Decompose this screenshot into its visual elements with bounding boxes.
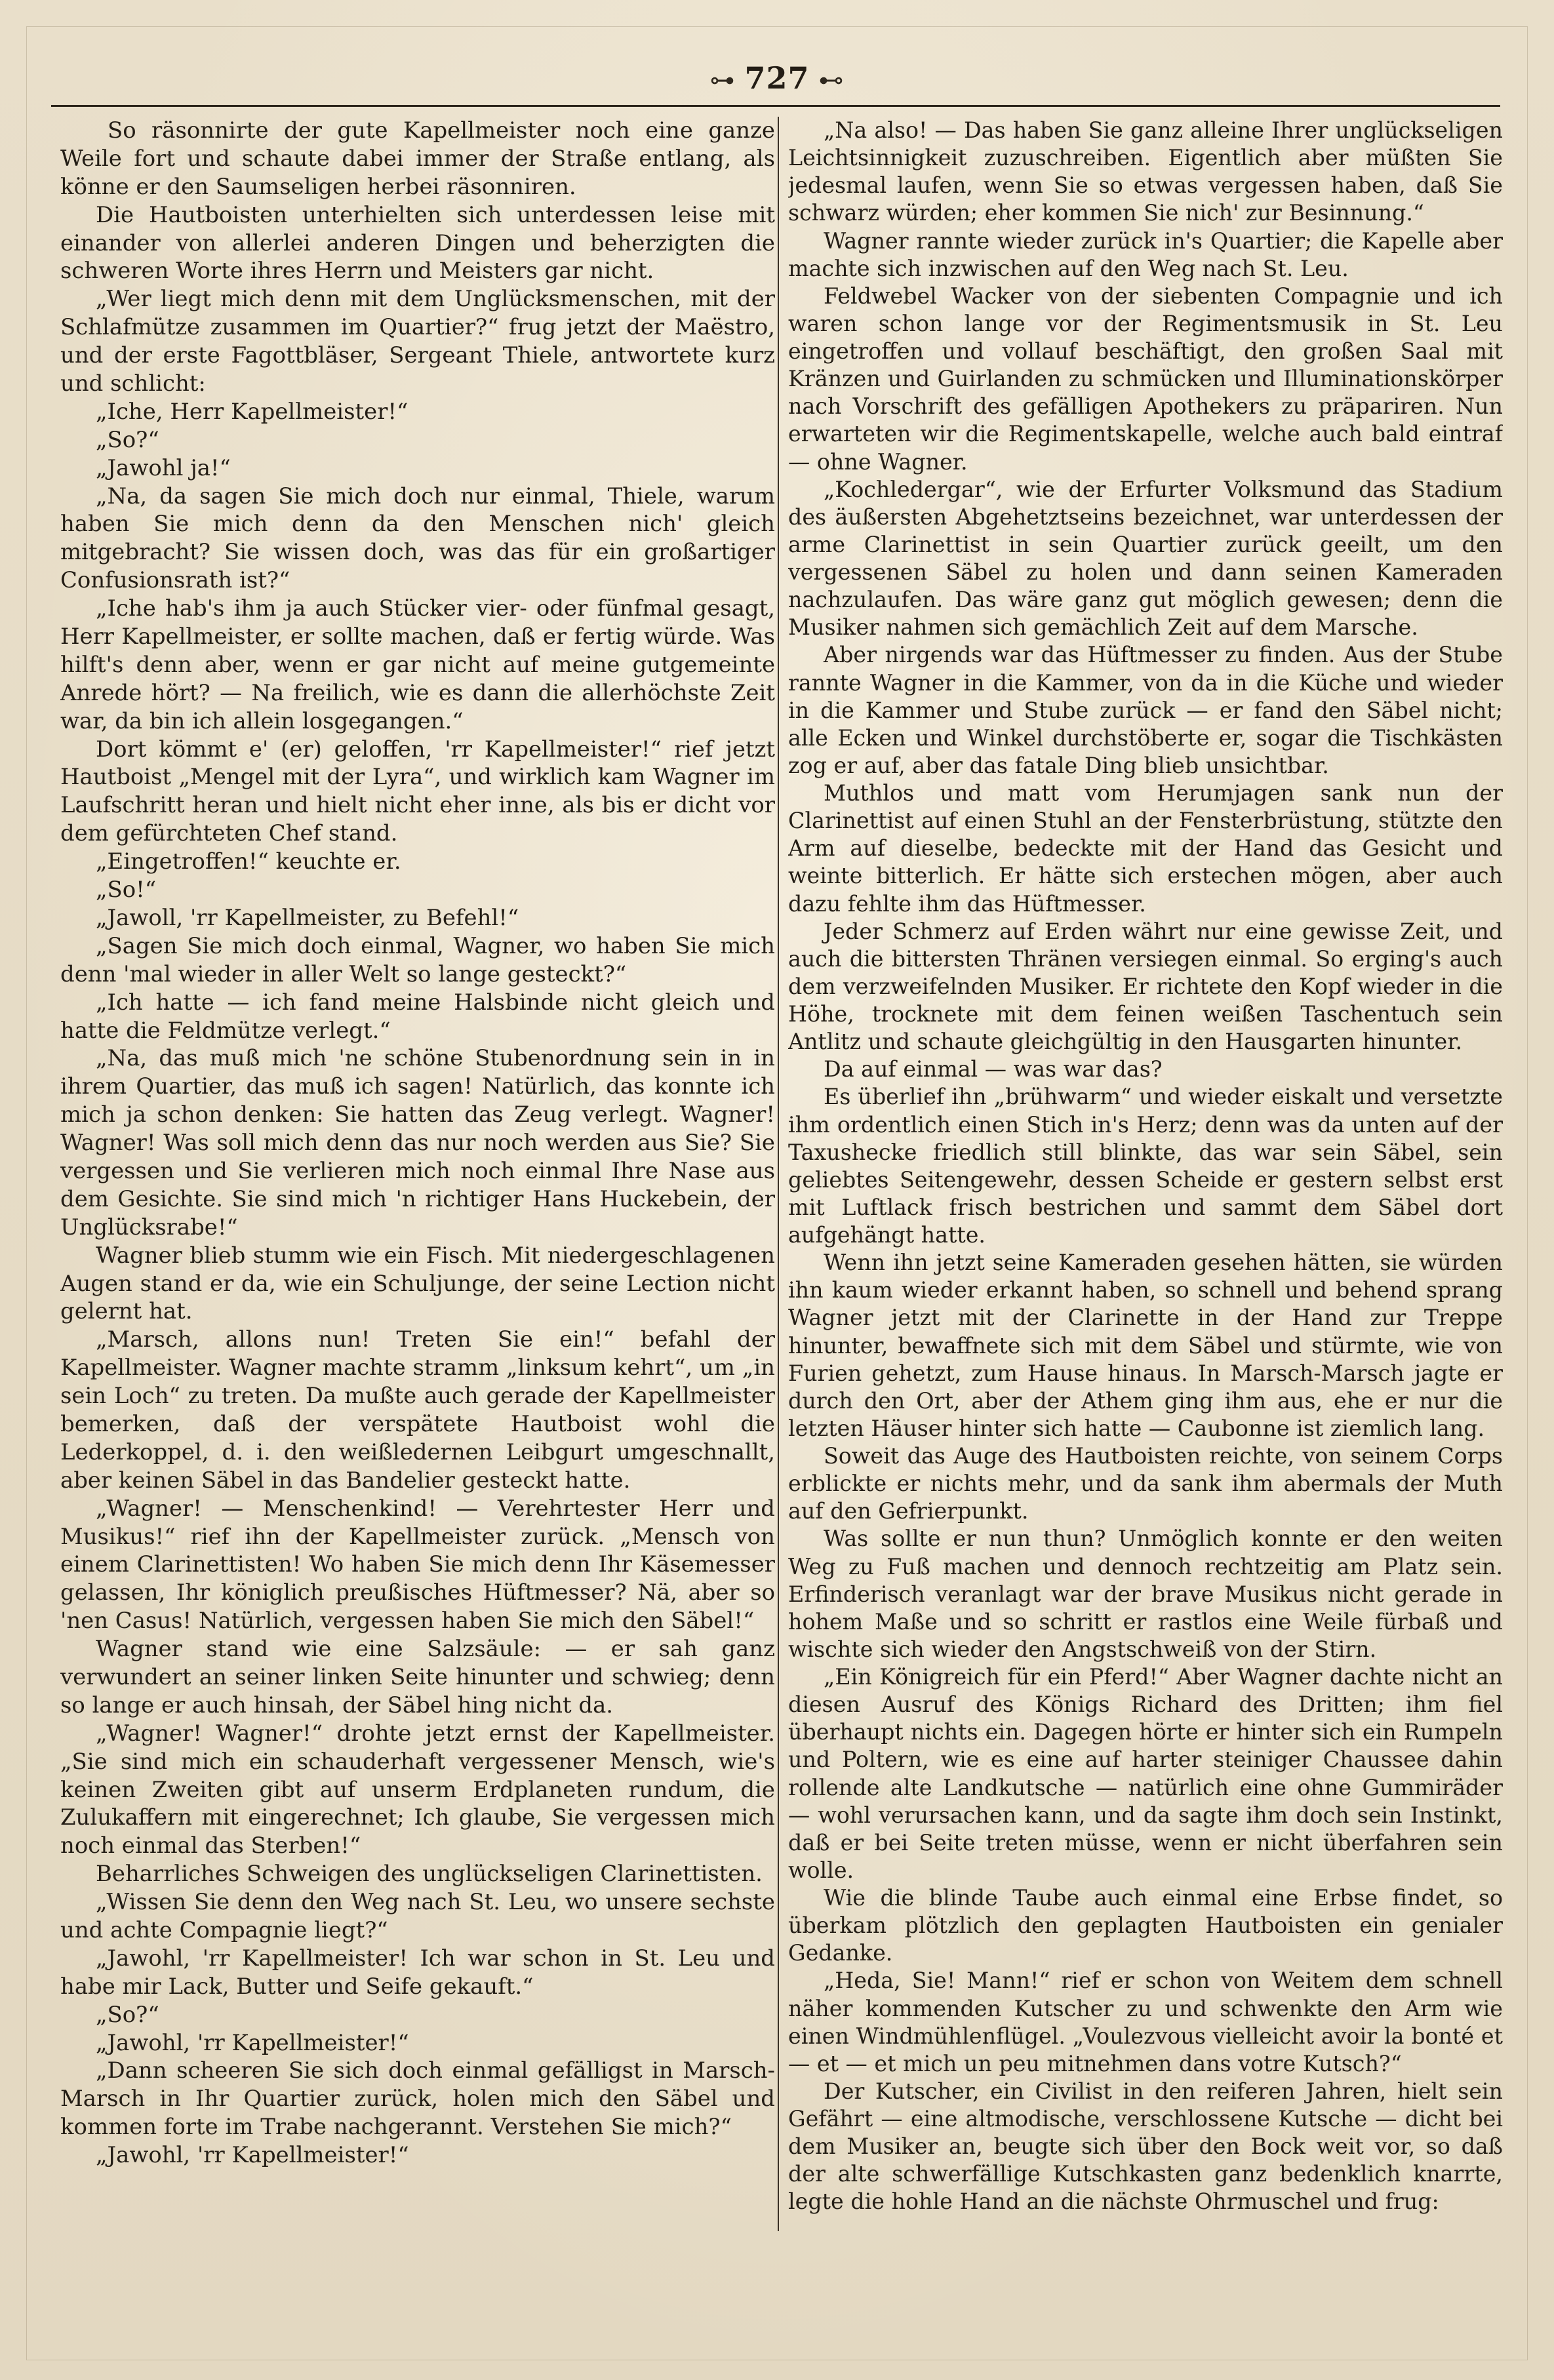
paragraph: „Marsch, allons nun! Treten Sie ein!“ befahl der Kapellmeister. Wagner machte stramm „linksum kehrt“, um „in sein Loch“ zu treten. Da mußte auch gerade der Kapellmeister bemerken, daß der verspätete Hautboist wohl die Lederkoppel, d. i. den weißledernen Leibgurt umgeschnallt, aber keinen Säbel in das Bandelier gesteckt hatte. (60, 1326, 775, 1493)
paragraph: „Jawoll, 'rr Kapellmeister, zu Befehl!“ (96, 904, 519, 930)
paragraph: „Ein Königreich für ein Pferd!“ Aber Wagner dachte nicht an diesen Ausruf des Königs Richard des Dritten; ihm fiel überhaupt nichts ein. Dagegen hörte er hinter sich ein Rumpeln und Poltern, wie es eine auf harter steiniger Chaussee dahin rollende alte Landkutsche — natürlich eine ohne Gummiräder — wohl verursachen kann, und da sagte ihm doch sein Instinkt, daß er bei Seite treten müsse, wenn er nicht überfahren sein wolle. (788, 1664, 1503, 1883)
column-divider (778, 117, 779, 2231)
paragraph: „Kochledergar“, wie der Erfurter Volksmund das Stadium des äußersten Abgehetztseins bezeichnet, war unterdessen der arme Clarinettist in sein Quartier zurück geeilt, um den vergessenen Säbel zu holen und dann seinen Kameraden nachzulaufen. Das wäre ganz gut möglich gewesen; denn die Musiker nahmen sich gemächlich Zeit auf dem Marsche. (788, 476, 1503, 641)
paragraph: Feldwebel Wacker von der siebenten Compagnie und ich waren schon lange vor der Regimentsmusik in St. Leu eingetroffen und vollauf beschäftigt, den großen Saal mit Kränzen und Guirlanden zu schmücken und Illuminationskörper nach Vorschrift des gefälligen Apothekers zu präpariren. Nun erwarteten wir die Regimentskapelle, welche auch bald eintraf — ohne Wagner. (788, 283, 1503, 475)
paragraph: Da auf einmal — was war das? (824, 1056, 1163, 1082)
paragraph: „Na, da sagen Sie mich doch nur einmal, Thiele, warum haben Sie mich denn da den Menschen nich' gleich mitgebracht? Sie wissen doch, was das für ein großartiger Confusionsrath ist?“ (60, 483, 775, 593)
page-number: 727 (744, 60, 810, 96)
paragraph: Was sollte er nun thun? Unmöglich konnte er den weiten Weg zu Fuß machen und dennoch rechtzeitig am Platz sein. Erfinderisch veranlagt war der brave Musikus nicht gerade in hohem Maße und so schritt er rastlos eine Weile fürbaß und wischte sich wieder den Angstschweiß von der Stirn. (788, 1526, 1503, 1662)
paragraph: „Ich hatte — ich fand meine Halsbinde nicht gleich und hatte die Feldmütze verlegt.“ (60, 989, 775, 1043)
paragraph: Jeder Schmerz auf Erden währt nur eine gewisse Zeit, und auch die bittersten Thränen versiegen einmal. So erging's auch dem verzweifelnden Musiker. Er richtete den Kopf wieder in die Höhe, trocknete mit dem feinen weißen Taschentuch sein Antlitz und schaute gleichgültig in den Hausgarten hinunter. (788, 918, 1503, 1055)
paragraph: „Na also! — Das haben Sie ganz alleine Ihrer unglückseligen Leichtsinnigkeit zuzuschreiben. Eigentlich aber müßten Sie jedesmal laufen, wenn Sie so etwas vergessen haben, daß Sie schwarz würden; eher kommen Sie nich' zur Besinnung.“ (788, 117, 1503, 226)
paragraph: Wie die blinde Taube auch einmal eine Erbse findet, so überkam plötzlich den geplagten Hautboisten ein genialer Gedanke. (788, 1885, 1503, 1966)
paragraph: „So!“ (96, 877, 157, 903)
paragraph: „Sagen Sie mich doch einmal, Wagner, wo haben Sie mich denn 'mal wieder in aller Welt so lange gesteckt?“ (60, 932, 775, 987)
paragraph: Soweit das Auge des Hautboisten reichte, von seinem Corps erblickte er nichts mehr, und da sank ihm abermals der Muth auf den Gefrierpunkt. (788, 1443, 1503, 1524)
paragraph: „Iche, Herr Kapellmeister!“ (96, 398, 408, 424)
paragraph: „Jawohl ja!“ (96, 454, 231, 481)
paragraph: „Jawohl, 'rr Kapellmeister!“ (96, 2029, 409, 2055)
paragraph: Aber nirgends war das Hüftmesser zu finden. Aus der Stube rannte Wagner in die Kammer, von da in die Küche und wieder in die Kammer und Stube zurück — er fand den Säbel nicht; alle Ecken und Winkel durchstöberte er, sogar die Tischkästen zog er auf, aber das fatale Ding blieb unsichtbar. (788, 642, 1503, 778)
paragraph: So räsonnirte der gute Kapellmeister noch eine ganze Weile fort und schaute dabei immer der Straße entlang, als könne er den Saumseligen herbei räsonniren. (60, 117, 775, 199)
paragraph: Dort kömmt e' (er) geloffen, 'rr Kapellmeister!“ rief jetzt Hautboist „Mengel mit der Lyra“, und wirklich kam Wagner im Laufschritt heran und hielt nicht eher inne, als bis er dicht vor dem gefürchteten Chef stand. (60, 736, 775, 846)
paragraph: Es überlief ihn „brühwarm“ und wieder eiskalt und versetzte ihm ordentlich einen Stich in's Herz; denn was da unten auf der Taxushecke friedlich still blinkte, das war sein Säbel, sein geliebtes Seitengewehr, dessen Scheide er gestern selbst erst mit Luftlack frisch bestrichen und sammt dem Säbel dort aufgehängt hatte. (788, 1084, 1503, 1248)
paragraph: „Eingetroffen!“ keuchte er. (96, 848, 401, 875)
paragraph: Die Hautboisten unterhielten sich unterdessen leise mit einander von allerlei anderen Dingen und beherzigten die schweren Worte ihres Herrn und Meisters gar nicht. (60, 201, 775, 284)
paragraph: „Dann scheeren Sie sich doch einmal gefälligst in Marsch-Marsch in Ihr Quartier zurück, holen mich den Säbel und kommen forte im Trabe nachgerannt. Verstehen Sie mich?“ (60, 2057, 775, 2140)
paragraph: Der Kutscher, ein Civilist in den reiferen Jahren, hielt sein Gefährt — eine altmodische, verschlossene Kutsche — dicht bei dem Musiker an, beugte sich über den Bock weit vor, so daß der alte schwerfällige Kutschkasten ganz bedenklich knarrte, legte die hohle Hand an die nächste Ohrmuschel und frug: (788, 2078, 1503, 2215)
paragraph: „Jawohl, 'rr Kapellmeister! Ich war schon in St. Leu und habe mir Lack, Butter und Seife gekauft.“ (60, 1945, 775, 1999)
paragraph: Beharrliches Schweigen des unglückseligen Clarinettisten. (96, 1861, 763, 1887)
left-column (60, 117, 775, 2241)
header-rule (51, 105, 1500, 107)
paragraph: Wenn ihn jetzt seine Kameraden gesehen hätten, sie würden ihn kaum wieder erkannt haben, so schnell und behend sprang Wagner jetzt mit der Clarinette in der Hand zur Treppe hinunter, bewaffnete sich mit dem Säbel und stürmte, wie von Furien gehetzt, zum Hause hinaus. In Marsch-Marsch jagte er durch den Ort, aber der Athem ging ihm aus, ehe er nur die letzten Häuser hinter sich hatte — Caubonne ist ziemlich lang. (788, 1250, 1503, 1441)
paragraph: „Wissen Sie denn den Weg nach St. Leu, wo unsere sechste und achte Compagnie liegt?“ (60, 1889, 775, 1943)
paragraph: „Wagner! — Menschenkind! — Verehrtester Herr und Musikus!“ rief ihn der Kapellmeister zurück. „Mensch von einem Clarinettisten! Wo haben Sie mich denn Ihr Käsemesser gelassen, Ihr königlich preußisches Hüftmesser? Nä, aber so 'nen Casus! Natürlich, vergessen haben Sie mich den Säbel!“ (60, 1495, 775, 1634)
paragraph: Wagner stand wie eine Salzsäule: — er sah ganz verwundert an seiner linken Seite hinunter und schwieg; denn so lange er auch hinsah, der Säbel hing nicht da. (60, 1636, 775, 1718)
paragraph: „Wer liegt mich denn mit dem Unglücksmenschen, mit der Schlafmütze zusammen im Quartier?“ frug jetzt der Maëstro, und der erste Fagottbläser, Sergeant Thiele, antwortete kurz und schlicht: (60, 286, 775, 397)
paragraph: Muthlos und matt vom Herumjagen sank nun der Clarinettist auf einen Stuhl an der Fensterbrüstung, stützte den Arm auf dieselbe, bedeckte mit der Hand das Gesicht und weinte bitterlich. Er hätte sich erstechen mögen, aber auch dazu fehlte ihm das Hüftmesser. (788, 780, 1503, 917)
right-ornament: ⊷ (818, 66, 845, 94)
paragraph: „Iche hab's ihm ja auch Stücker vier- oder fünfmal gesagt, Herr Kapellmeister, er sollte machen, daß er fertig würde. Was hilft's denn aber, wenn er gar nicht auf meine gutgemeinte Anrede hört? — Na freilich, wie es dann die allerhöchste Zeit war, da bin ich allein losgegangen.“ (60, 595, 775, 734)
paragraph: „Wagner! Wagner!“ drohte jetzt ernst der Kapellmeister. „Sie sind mich ein schauderhaft vergessener Mensch, wie's keinen Zweiten gibt auf unserm Erdplaneten rundum, die Zulukaffern mit eingerechnet; Ich glaube, Sie vergessen mich noch einmal das Sterben!“ (60, 1720, 775, 1859)
paragraph: „So?“ (96, 2001, 159, 2027)
paragraph: „Heda, Sie! Mann!“ rief er schon von Weitem dem schnell näher kommenden Kutscher zu und schwenkte den Arm wie einen Windmühlenflügel. „Voulezvous vielleicht avoir la bonté et — et — et mich un peu mitnehmen dans votre Kutsch?“ (788, 1968, 1503, 2076)
page-number-header (0, 60, 1554, 96)
paragraph: „So?“ (96, 426, 159, 452)
left-ornament: ⊶ (709, 66, 736, 94)
paragraph: Wagner rannte wieder zurück in's Quartier; die Kapelle aber machte sich inzwischen auf den Weg nach St. Leu. (788, 228, 1503, 281)
paragraph: „Na, das muß mich 'ne schöne Stubenordnung sein in in ihrem Quartier, das muß ich sagen! Natürlich, das konnte ich mich ja schon denken: Sie hatten das Zeug verlegt. Wagner! Wagner! Was soll mich denn das nur noch werden aus Sie? Sie vergessen und Sie verlieren mich noch einmal Ihre Nase aus dem Gesichte. Sie sind mich 'n richtiger Hans Huckebein, der Unglücksrabe!“ (60, 1045, 775, 1240)
right-column (788, 117, 1503, 2241)
paragraph: „Jawohl, 'rr Kapellmeister!“ (96, 2142, 409, 2168)
paragraph: Wagner blieb stumm wie ein Fisch. Mit niedergeschlagenen Augen stand er da, wie ein Schuljunge, der seine Lection nicht gelernt hat. (60, 1242, 775, 1324)
